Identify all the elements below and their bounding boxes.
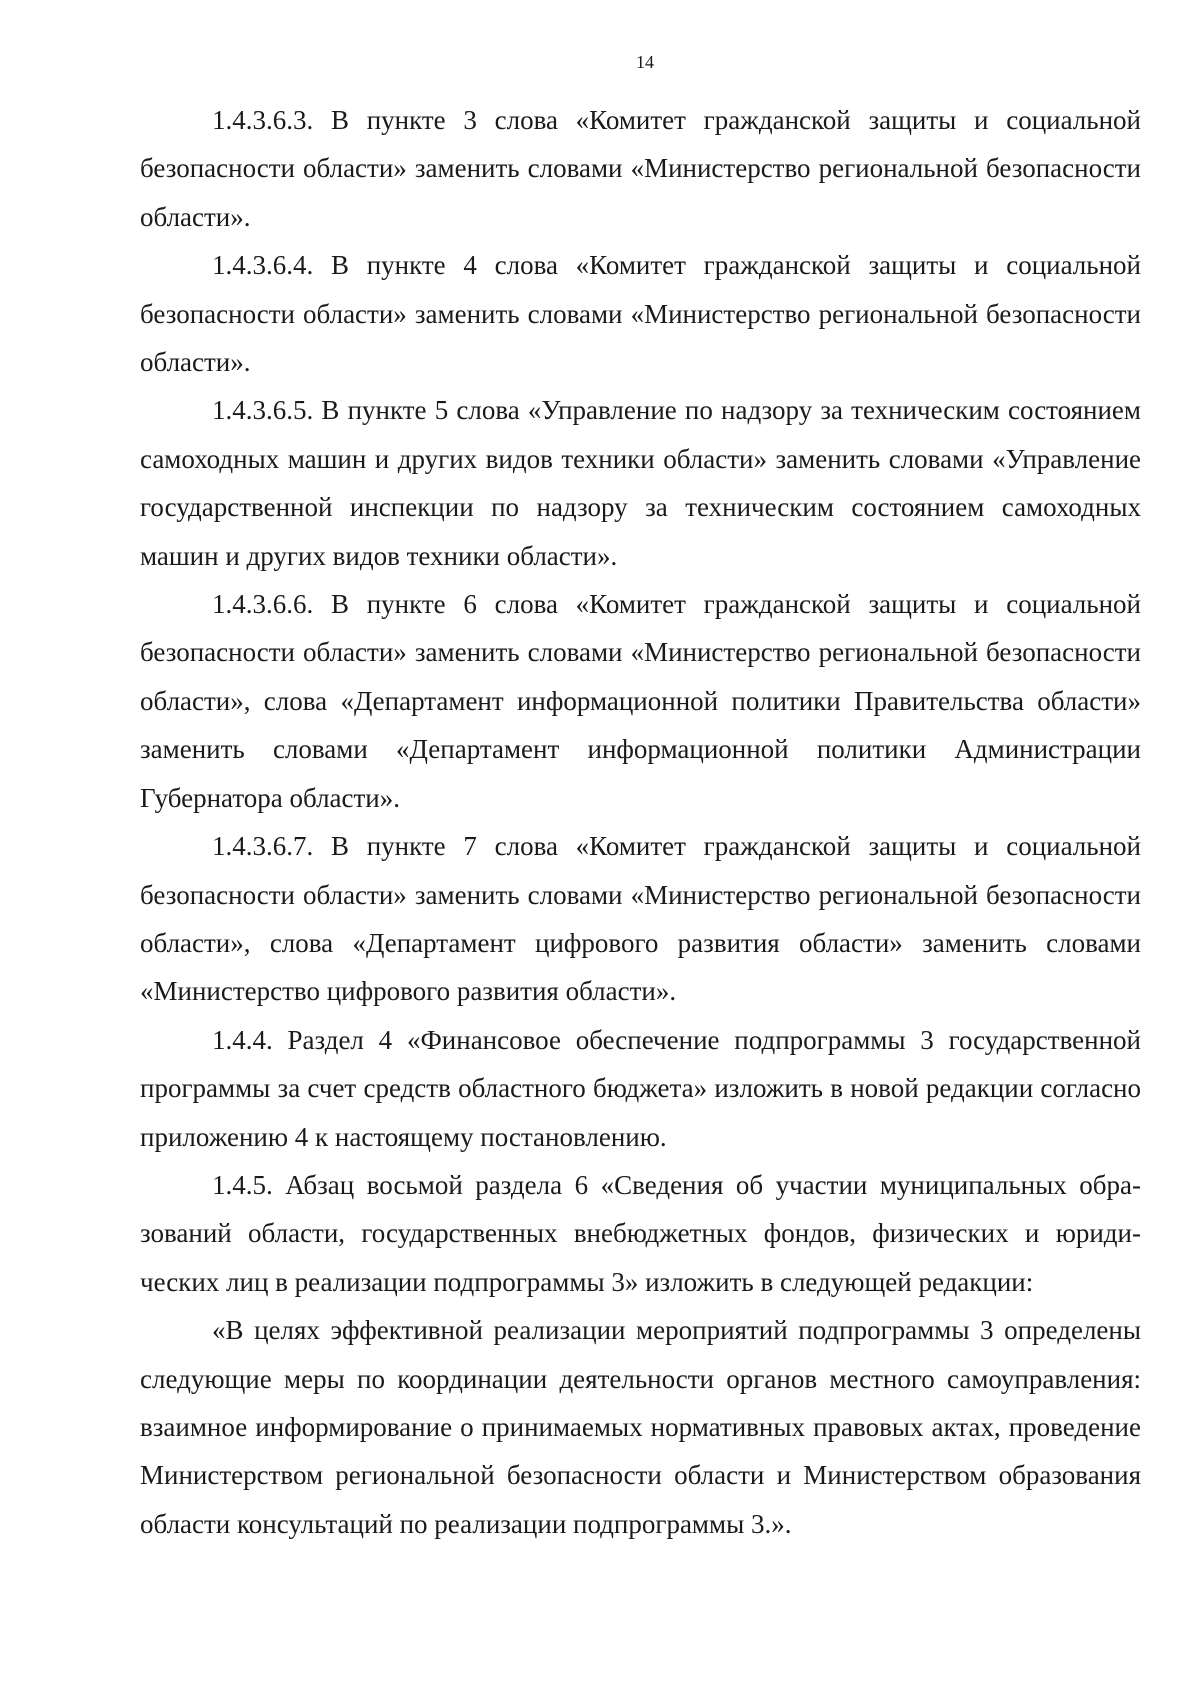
paragraph-1-4-3-6-4: 1.4.3.6.4. В пункте 4 слова «Комитет гражданской защиты и социальной безопасности области» заменить словами «Министерство региональной безопасности области». [140,250,1141,378]
document-body [140,96,1141,1548]
page-number: 14 [636,52,654,72]
paragraph-1-4-3-6-5: 1.4.3.6.5. В пункте 5 слова «Управление по надзору за техническим состоянием самоходных машин и других видов техники области» заменить словами «Управление государственной инспекции по надзору за техническим состоянием самоходных машин и других видов техники области». [140,395,1141,571]
paragraph-1-4-3-6-7: 1.4.3.6.7. В пункте 7 слова «Комитет гражданской защиты и социальной безопасности области» заменить словами «Министерство региональной безопасности области», слова «Департамент цифрового развития области» заменить словами «Министерство цифрового развития области». [140,831,1141,1007]
paragraph-1-4-3-6-6: 1.4.3.6.6. В пункте 6 слова «Комитет гражданской защиты и социальной безопасности области» заменить словами «Министерство региональной безопасности области», слова «Департамент информационной политики Правительства области» заменить словами «Департамент информационной политики Администрации Губернатора области». [140,589,1141,813]
paragraph-quoted-text: «В целях эффективной реализации мероприятий подпрограммы 3 определены следующие меры по координации деятельности органов местного самоуправления: взаимное информирование о принимаемых нормативных правовых актах, проведение Министерством региональной безопасности области и Министерством образования области консультаций по реализации подпрограммы 3.». [140,1315,1141,1539]
paragraph-1-4-4: 1.4.4. Раздел 4 «Финансовое обеспечение подпрограммы 3 государственной программы за счет средств областного бюджета» изложить в новой редакции согласно приложению 4 к настоящему постановлению. [140,1024,1141,1152]
paragraph-1-4-5: 1.4.5. Абзац восьмой раздела 6 «Сведения об участии муниципальных образований области, государственных внебюджетных фондов, физических и юридических лиц в реализации подпрограммы 3» изложить в следующей редакции: [140,1169,1141,1297]
paragraph-1-4-3-6-3: 1.4.3.6.3. В пункте 3 слова «Комитет гражданской защиты и социальной безопасности области» заменить словами «Министерство региональной безопасности области». [140,105,1141,232]
